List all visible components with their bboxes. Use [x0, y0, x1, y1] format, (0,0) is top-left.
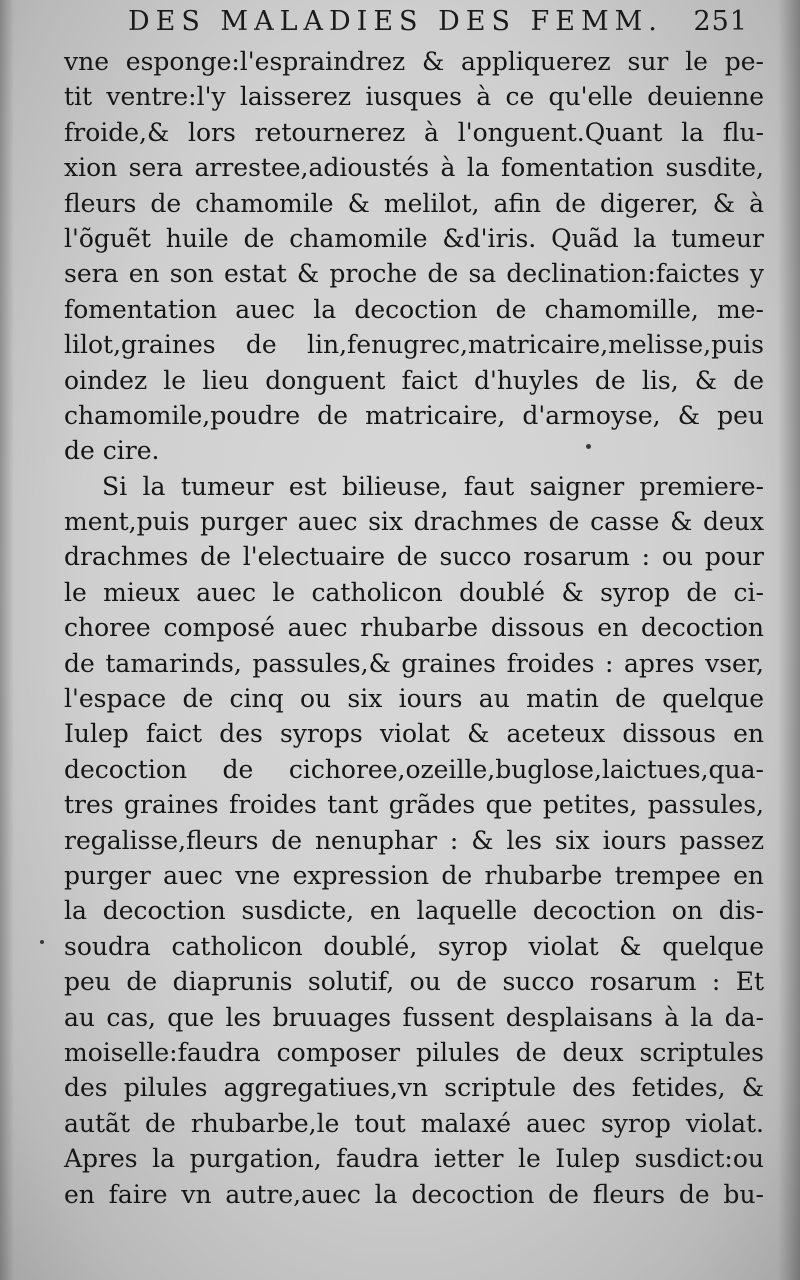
page-gutter-shadow	[0, 0, 14, 1280]
text-line: l'espace de cinq ou six iours au matin de quelque	[64, 684, 764, 714]
paragraph-2	[64, 469, 764, 1212]
text-line: ment,puis purger auec six drachmes de casse & deux	[64, 507, 764, 537]
text-line: regalisse,fleurs de nenuphar : & les six iours passez	[64, 825, 764, 855]
text-line: moiselle:faudra composer pilules de deux scriptules	[64, 1037, 764, 1067]
text-line: autãt de rhubarbe,le tout malaxé auec syrop violat.	[64, 1108, 764, 1138]
text-line: lilot,graines de lin,fenugrec,matricaire,melisse,puis	[64, 330, 764, 360]
text-line: peu de diaprunis solutif, ou de succo rosarum : Et	[64, 967, 764, 997]
text-line: sera en son estat & proche de sa declination:faictes y	[64, 259, 764, 289]
paragraph-1	[64, 44, 764, 469]
text-line: choree composé auec rhubarbe dissous en decoction	[64, 613, 764, 643]
text-line: froide,& lors retournerez à l'onguent.Quant la flu-	[64, 117, 764, 147]
page-header	[128, 4, 748, 44]
text-line: des pilules aggregatiues,vn scriptule des fetides, &	[64, 1073, 764, 1103]
text-line: le mieux auec le catholicon doublé & syrop de ci-	[64, 577, 764, 607]
text-line: chamomile,poudre de matricaire, d'armoyse, & peu	[64, 400, 764, 430]
text-line: tit ventre:l'y laisserez iusques à ce qu'elle deuienne	[64, 82, 764, 112]
text-line: en faire vn autre,auec la decoction de fleurs de bu-	[64, 1179, 764, 1209]
text-line: soudra catholicon doublé, syrop violat & quelque	[64, 931, 764, 961]
paper-speck	[40, 940, 44, 944]
page-body	[64, 44, 764, 1212]
text-line: tres graines froides tant grãdes que petites, passules,	[64, 790, 764, 820]
page-number: 251	[693, 6, 748, 37]
page-edge-shadow	[778, 0, 800, 1280]
running-title: DES MALADIES DES FEMM.	[128, 6, 663, 37]
text-line: decoction de cichoree,ozeille,buglose,laictues,qua-	[64, 754, 764, 784]
text-line: drachmes de l'electuaire de succo rosarum : ou pour	[64, 542, 764, 572]
text-line: Si la tumeur est bilieuse, faut saigner premiere-	[102, 471, 764, 501]
text-line: de tamarinds, passules,& graines froides : apres vser,	[64, 648, 764, 678]
text-line: Iulep faict des syrops violat & aceteux dissous en	[64, 719, 764, 749]
text-line: au cas, que les bruuages fussent desplaisans à la da-	[64, 1002, 764, 1032]
text-line: de cire.	[64, 436, 160, 466]
text-line: purger auec vne expression de rhubarbe trempee en	[64, 860, 764, 890]
paper-speck	[586, 444, 591, 449]
text-line: la decoction susdicte, en laquelle decoction on dis-	[64, 896, 764, 926]
text-line: oindez le lieu donguent faict d'huyles de lis, & de	[64, 365, 764, 395]
text-line: fleurs de chamomile & melilot, afin de digerer, & à	[64, 188, 764, 218]
text-line: xion sera arrestee,adioustés à la fomentation susdite,	[64, 153, 764, 183]
text-line: Apres la purgation, faudra ietter le Iulep susdict:ou	[64, 1144, 764, 1174]
text-line: l'õguẽt huile de chamomile &d'iris. Quãd la tumeur	[64, 223, 764, 253]
text-line: vne esponge:l'espraindrez & appliquerez sur le pe-	[64, 47, 764, 76]
text-line: fomentation auec la decoction de chamomille, me-	[64, 294, 764, 324]
